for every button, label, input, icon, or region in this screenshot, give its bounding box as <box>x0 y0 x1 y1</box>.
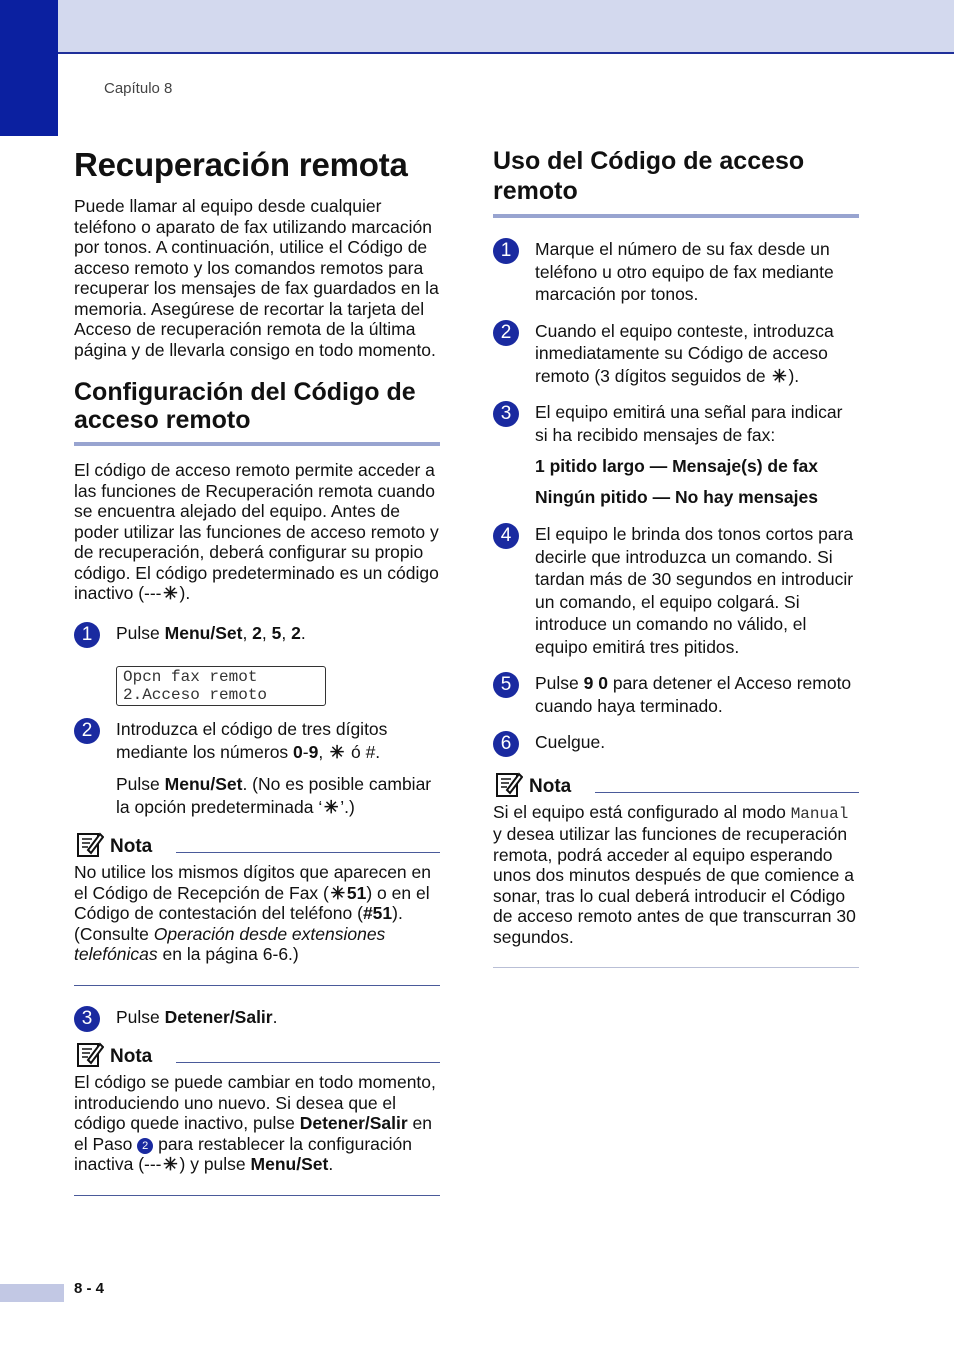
note-divider <box>176 852 440 853</box>
star-icon: ✳ <box>329 741 345 762</box>
step-ref-badge: 2 <box>137 1138 153 1154</box>
note-title: Nota <box>529 775 572 797</box>
step-number: 3 <box>493 401 519 427</box>
config-step-3: 3 Pulse Detener/Salir. <box>74 1006 440 1029</box>
step-number: 3 <box>74 1006 100 1032</box>
section-heading-config <box>74 378 440 446</box>
note-end-rule <box>493 967 859 968</box>
note-end-rule <box>74 985 440 986</box>
config-intro: El código de acceso remoto permite acceder a las funciones de Recuperación remota cuando se encuentra alejado del equipo. Antes de poder utilizar las funciones de acceso remoto y de recuperación, deberá configurar su propio código. El código predeterminado es un código inactivo (---✳). <box>74 460 439 603</box>
use-step-2: 2 Cuando el equipo conteste, introduzca inmediatamente su Código de acceso remoto (3 dígitos seguidos de ✳). <box>493 320 859 388</box>
note-end-rule <box>74 1195 440 1196</box>
star-icon: ✳ <box>163 1154 178 1174</box>
step-number: 1 <box>493 238 519 264</box>
note-title: Nota <box>110 836 153 857</box>
chapter-tab <box>0 0 58 136</box>
lcd-line-2: 2.Acceso remoto <box>123 686 268 704</box>
star-icon: ✳ <box>323 796 339 817</box>
header-bar <box>0 0 954 54</box>
intro-paragraph: Puede llamar al equipo desde cualquier teléfono o aparato de fax utilizando marcación por tonos. A continuación, utilice el Código de acceso remoto y los comandos remotos para recuperar los mensajes de fax guardados en la memoria. Asegúrese de recortar la tarjeta del Acceso de recuperación remota de la última página y de llevarla consigo en todo momento. <box>74 196 439 360</box>
note-box-2 <box>74 1042 440 1196</box>
note-box-1 <box>74 832 440 986</box>
left-column <box>74 140 440 1210</box>
signal-none: Ningún pitido — No hay mensajes <box>535 486 818 507</box>
use-step-5: 5 Pulse 9 0 para detener el Acceso remoto cuando haya terminado. <box>493 672 859 717</box>
step-number: 1 <box>74 622 100 648</box>
note-pencil-icon <box>76 1040 104 1068</box>
note-title: Nota <box>110 1046 153 1067</box>
page-number: 8 - 4 <box>74 1280 105 1297</box>
step-number: 4 <box>493 523 519 549</box>
star-icon: ✳ <box>772 365 787 386</box>
note-divider <box>595 792 859 793</box>
step-number: 2 <box>74 718 100 744</box>
step-number: 5 <box>493 672 519 698</box>
use-step-3: 3 El equipo emitirá una señal para indicar si ha recibido mensajes de fax: <box>493 401 859 446</box>
chapter-label: Capítulo 8 <box>104 80 173 97</box>
section-title-config: Configuración del Código de acceso remoto <box>74 378 416 434</box>
note-box-3 <box>493 772 859 969</box>
note-pencil-icon <box>495 770 523 798</box>
signal-fax: 1 pitido largo — Mensaje(s) de fax <box>535 456 818 476</box>
section-title-use: Uso del Código de acceso remoto <box>493 147 805 205</box>
note-text: Si el equipo está configurado al modo Manual y desea utilizar las funciones de recuperación remota, podrá acceder al equipo esperando unos dos minutos después de que comience a sonar, tras lo cual deberá introducir el Código de acceso remoto antes de que transcurran 30 segundos. <box>493 801 856 947</box>
step-number: 2 <box>493 320 519 346</box>
right-column <box>493 140 859 982</box>
lcd-display <box>116 666 326 706</box>
note-divider <box>176 1062 440 1063</box>
section-heading-use <box>493 146 859 218</box>
note-pencil-icon <box>76 830 104 858</box>
note-text: El código se puede cambiar en todo momento, introduciendo uno nuevo. Si desea que el código quede inactivo, pulse Detener/Salir en el Paso 2 para restablecer la configuración inactiva (---✳) y pulse Menu/Set. <box>74 1072 436 1174</box>
note-text: No utilice los mismos dígitos que aparecen en el Código de Recepción de Fax (✳51) o en el Código de contestación del teléfono (#51). (Consulte Operación desde extensiones telefónicas en la página 6-6.) <box>74 862 431 964</box>
footer-tab <box>0 1284 64 1302</box>
config-step-1: 1 Pulse Menu/Set, 2, 5, 2. <box>74 622 440 645</box>
use-step-6: 6 Cuelgue. <box>493 731 859 754</box>
config-step-2: 2 Introduzca el código de tres dígitos mediante los números 0-9, ✳ ó #. Pulse Menu/Set. (No es posible cambiar la opción predeterminada ‘✳’.) <box>74 718 440 818</box>
page-title: Recuperación remota <box>74 146 408 183</box>
use-step-4: 4 El equipo le brinda dos tonos cortos para decirle que introduzca un comando. Si tardan más de 30 segundos en introducir un comando, el equipo colgará. Si introduce un comando no válido, el equipo emitirá tres pitidos. <box>493 523 859 658</box>
star-icon: ✳ <box>163 583 178 603</box>
star-icon: ✳ <box>330 882 346 903</box>
lcd-line-1: Opcn fax remot <box>123 668 258 686</box>
step-number: 6 <box>493 731 519 757</box>
use-step-1: 1 Marque el número de su fax desde un teléfono u otro equipo de fax mediante marcación por tonos. <box>493 238 859 306</box>
